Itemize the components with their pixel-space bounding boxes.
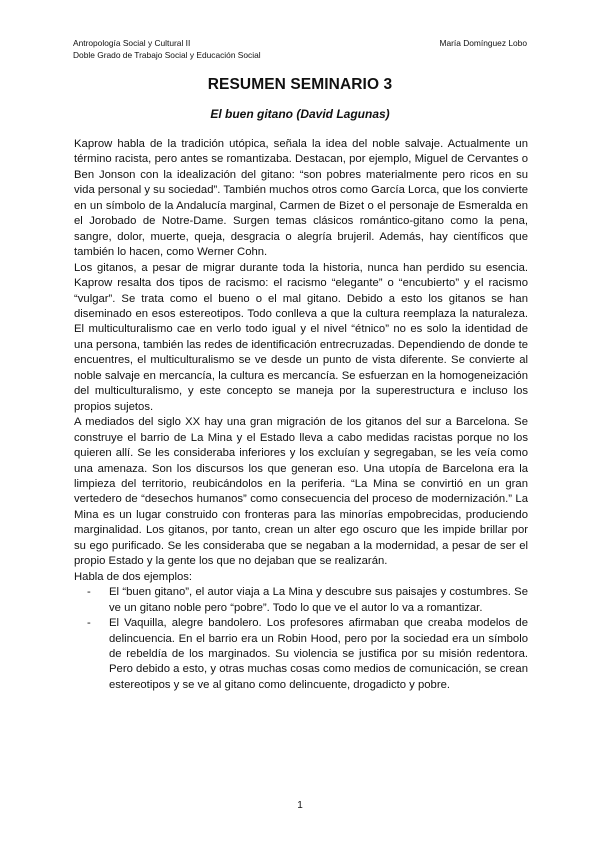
degree-name: Doble Grado de Trabajo Social y Educación Social — [73, 50, 261, 60]
list-item-text: El Vaquilla, alegre bandolero. Los profesores afirmaban que creaba modelos de delincuencia. En el barrio era un Robin Hood, pero por la sociedad era un símbolo de rebeldía de los marginados. Su violencia se justifica por su misión redentora. Pero debido a esto, y otras muchas cosas como medios de comunicación, se crean estereotipos y se ve al gitano como delincuente, drogadicto y pobre. — [109, 617, 528, 691]
course-name: Antropología Social y Cultural II — [73, 38, 191, 48]
list-item — [74, 585, 528, 616]
document-body — [74, 137, 528, 693]
document-subtitle: El buen gitano (David Lagunas) — [210, 107, 390, 121]
paragraph: Kaprow habla de la tradición utópica, señala la idea del noble salvaje. Actualmente un término racista, pero antes se romantizaba. Destacan, por ejemplo, Miguel de Cervantes o Ben Jonson con la idealización del gitano: “son pobres materialmente pero ricos en su vida personal y su sociedad”. También muchos otros como García Lorca, que los convierte en un símbolo de la Andalucía marginal, Carmen de Bizet o el personaje de Esmeralda en el Jorobado de Notre-Dame. Surgen temas clásicos romántico-gitano como la pena, sangre, dolor, muerte, queja, desgracia o alegría brujeril. Además, hay científicos que también lo hacen, como Werner Cohn. — [74, 138, 528, 259]
paragraph: A mediados del siglo XX hay una gran migración de los gitanos del sur a Barcelona. Se construye el barrio de La Mina y el Estado lleva a cabo medidas racistas porque no los quieren allí. Se les consideraba inferiores y los excluían y segregaban, se les veía como una amenaza. Son los discursos los que generan eso. Una utopía de Barcelona era la limpieza del territorio, reubicándolos en la periferia. “La Mina se convirtió en un gran vertedero de “desechos humanos” como consecuencia del proceso de modernización.” La Mina es un lugar construido con fronteras para las minorías empobrecidas, produciendo marginalidad. Los gitanos, por tanto, crean un alter ego oscuro que les impide brillar por su ego purificado. Se les consideraba que se negaban a la modernidad, a pesar de ser el propio Estado y la gente los que no dejaban que se realizarán. — [74, 416, 528, 568]
list-bullet: - — [87, 617, 91, 630]
list-item-text: El “buen gitano”, el autor viaja a La Mina y descubre sus paisajes y costumbres. Se ve un gitano noble pero “pobre”. Todo lo que ve el autor lo va a romantizar. — [109, 586, 528, 614]
list-item — [74, 616, 528, 693]
paragraph: Los gitanos, a pesar de migrar durante toda la historia, nunca han perdido su esencia. Kaprow resalta dos tipos de racismo: el racismo “elegante” o “encubierto” y el racismo “vulgar”. Se trata como el bueno o el mal gitano. Debido a esto los gitanos se han diseminado en esos estereotipos. Todo conlleva a que la cultura reemplaza la naturaleza. El multiculturalismo cae en verlo todo igual y el nivel “étnico” no es solo la identidad de una persona, también las redes de identificación entrecruzadas. Dependiendo de donde te encuentres, el multiculturalismo se ve desde un punto de vista diferente. Se convierte al noble salvaje en mercancía, la cultura es mercancía. Se esfuerzan en la homogeneización del multiculturalismo, y este concepto se maneja por la superestructura e incluso los propios sujetos. — [74, 261, 528, 413]
page-header-left — [73, 37, 261, 61]
examples-list — [74, 585, 528, 693]
list-bullet: - — [87, 586, 91, 599]
page-number: 1 — [297, 800, 303, 811]
examples-intro: Habla de dos ejemplos: — [74, 570, 193, 583]
document-title: RESUMEN SEMINARIO 3 — [207, 76, 393, 93]
author-name: María Domínguez Lobo — [439, 38, 527, 48]
